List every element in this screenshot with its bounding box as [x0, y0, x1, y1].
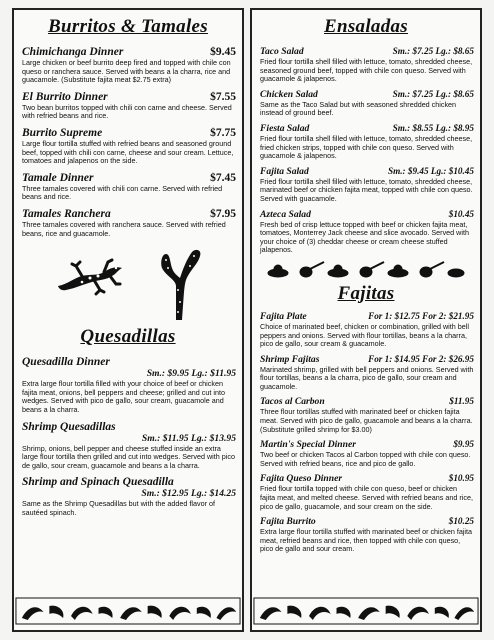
item-price: $7.45 [210, 171, 236, 184]
item-price: Sm.: $9.45 Lg.: $10.45 [387, 165, 474, 176]
item-name: Shrimp Quesadillas [22, 420, 116, 433]
item-name: Tamale Dinner [22, 171, 94, 184]
menu-item [14, 127, 242, 166]
item-price: $10.25 [448, 516, 474, 527]
item-price: For 1: $12.75 For 2: $21.95 [368, 310, 474, 321]
item-name: Azteca Salad [260, 208, 311, 220]
item-description: Three tamales covered with chili con carne. Served with refried beans and rice. [22, 183, 223, 202]
item-name: Burrito Supreme [22, 126, 103, 139]
item-description: Three tamales covered with ranchera sauce. Served with refried beans, rice and guacamole. [22, 219, 226, 238]
item-price: $9.45 [210, 46, 236, 58]
quesadillas-section-title: Quesadillas [80, 326, 176, 348]
item-description: Three flour tortillas stuffed with marinated beef or chicken fajita meat. Served with pico de gallo, guacamole and beans a la charra. (Substitute grilled shrimp for $3.00) [260, 407, 473, 434]
item-description: Large chicken or beef burrito deep fired and topped with chile con queso or ranchera sauce. Served with beans a la charra, rice and guacamole. (Substitute fajita meat $2.75 extra) [22, 58, 231, 85]
menu-item [252, 123, 480, 161]
lizard-icon [54, 256, 126, 296]
item-price: Sm.: $9.95 Lg.: $11.95 [146, 368, 236, 380]
item-name: Fiesta Salad [260, 122, 310, 134]
item-description: Fried flour tortilla shell filled with lettuce, tomato, shredded cheese, marinated beef or chicken fajita meat, topped with chile con queso. Served with guacamole. [260, 176, 473, 203]
item-name: Tacos al Carbon [260, 396, 325, 408]
item-price: Sm.: $7.25 Lg.: $8.65 [392, 46, 474, 56]
item-name: Fajita Burrito [260, 516, 316, 528]
item-description: Same as the Shrimp Quesadillas but with the added flavor of sautéed spinach. [22, 499, 215, 517]
item-description: Fried flour tortilla topped with chile con queso, beef or chicken fajita meat, and melted cheese. Served with refried beans and rice, pico de gallo, guacamole, and sour cream on the side. [260, 484, 473, 511]
item-name: Martin's Special Dinner [260, 439, 356, 451]
item-price: Sm.: $7.25 Lg.: $8.65 [392, 88, 474, 99]
menu-item [252, 354, 480, 392]
item-price: Sm.: $8.55 Lg.: $8.95 [392, 122, 474, 133]
menu-item [252, 439, 480, 468]
item-description: Same as the Taco Salad but with seasoned shredded chicken instead of ground beef. [260, 99, 457, 118]
menu-item [252, 166, 480, 204]
menu-item [14, 476, 242, 517]
menu-item [14, 91, 242, 121]
decoration-row [14, 244, 242, 324]
menu-item [252, 516, 480, 554]
item-price: $7.55 [210, 90, 236, 103]
ensaladas-section-title: Ensaladas [323, 16, 408, 37]
item-price: Sm.: $11.95 Lg.: $13.95 [141, 432, 236, 444]
item-name: Fajita Plate [260, 310, 307, 322]
item-name: Chicken Salad [260, 88, 318, 100]
item-name: Shrimp and Spinach Quesadilla [22, 476, 174, 489]
menu-item [14, 421, 242, 471]
cactus-icon [152, 246, 208, 322]
item-price: Sm.: $12.95 Lg.: $14.25 [141, 488, 236, 500]
menu-item [252, 46, 480, 84]
item-price: $10.45 [448, 208, 474, 219]
item-price: For 1: $14.95 For 2: $26.95 [368, 353, 474, 364]
chili-pepper-border-icon [14, 596, 242, 626]
left-menu-panel [12, 8, 244, 632]
right-menu-panel [250, 8, 482, 632]
item-description: Two beef or chicken Tacos al Carbon topped with chile con queso. Served with refried beans, rice and pico de gallo. [260, 450, 471, 468]
fajitas-section-title: Fajitas [337, 282, 395, 304]
item-price: $10.95 [448, 473, 474, 484]
guitar-sombrero-border-icon [266, 259, 466, 281]
menu-item [252, 396, 480, 434]
menu-item [14, 172, 242, 202]
item-name: Fajita Queso Dinner [260, 473, 343, 485]
burritos-section-title: Burritos & Tamales [48, 16, 208, 37]
item-price: $7.95 [210, 207, 236, 220]
item-description: Extra large flour tortilla stuffed with marinated beef or chicken fajita meat, refried beans and rice, then topped with chile con queso, pico de gallo and sour cream. [260, 527, 473, 554]
item-description: Extra large flour tortilla filled with your choice of beef or chicken fajita meat, onions, bell peppers and cheese; grilled and cut into wedges. Served with pico de gallo, sour cream, guacamole and beans a la charra. [22, 379, 225, 414]
item-price: $11.95 [449, 396, 474, 407]
item-name: Tamales Ranchera [22, 207, 111, 220]
menu-item [252, 209, 480, 255]
item-description: Fried flour tortilla shell filled with lettuce, tomato, shredded cheese, seasoned ground beef, topped with chile con queso. Served with guacamole & jalapenos. [260, 57, 473, 84]
menu-item [14, 46, 242, 85]
item-description: Two bean burritos topped with chili con carne and cheese. Served with refried beans and rice. [22, 102, 232, 121]
item-description: Shrimp, onions, bell pepper and cheese stuffed inside an extra large flour tortilla then grilled and cut into wedges. Served with pico de gallo, sour cream, guacamole and beans a la charra. [22, 443, 235, 470]
menu-item [14, 356, 242, 414]
item-description: Large flour tortilla stuffed with refried beans and seasoned ground beef, topped with chili con carne, cheese and sour cream. Lettuce, tomatoes and jalapenos on the side. [22, 138, 234, 166]
menu-item [252, 473, 480, 511]
item-description: Fresh bed of crisp lettuce topped with beef or chicken fajita meat, tomatoes, Monterrey Jack cheese and slice avocado. Served with your choice of (3) cheddar cheese or cream cheese stuffed jalapenos. [260, 219, 469, 255]
item-description: Fried flour tortilla shell filled with lettuce, tomato, shredded cheese, fried chicken strips, topped with chile con queso. Served with guacamole & jalapenos. [260, 133, 473, 161]
item-name: Fajita Salad [260, 165, 309, 177]
menu-item [252, 311, 480, 349]
chili-pepper-border-icon [252, 596, 480, 626]
item-description: Choice of marinated beef, chicken or combination, grilled with bell peppers and onions. Served with flour tortillas, beans a la charra, pico de gallo, sour cream & guacamole. [260, 321, 469, 349]
menu-item [252, 89, 480, 118]
item-description: Marinated shrimp, grilled with bell peppers and onions. Served with flour tortillas, beans a la charra, pico de gallo, sour cream and guacamole. [260, 364, 474, 391]
item-name: El Burrito Dinner [22, 90, 108, 103]
item-name: Quesadilla Dinner [22, 356, 110, 369]
item-price: $9.95 [453, 439, 474, 450]
item-name: Chimichanga Dinner [22, 46, 124, 58]
menu-item [14, 208, 242, 238]
item-price: $7.75 [210, 126, 236, 139]
item-name: Shrimp Fajitas [260, 353, 320, 365]
item-name: Taco Salad [260, 46, 304, 57]
